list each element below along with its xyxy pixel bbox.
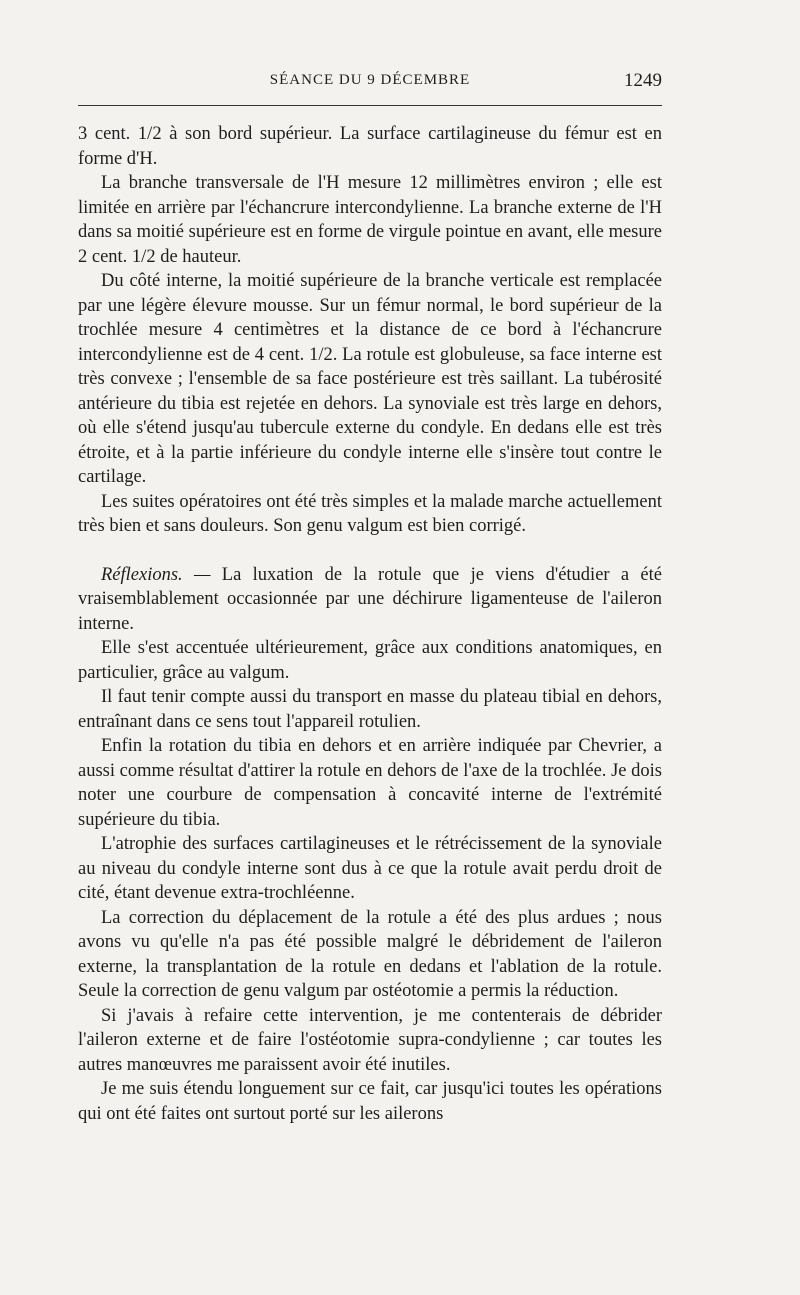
paragraph: Je me suis étendu longuement sur ce fait, car jusqu'ici toutes les opérations qui ont été faites ont surtout porté sur les ailerons xyxy=(78,1079,662,1124)
paragraph: Enfin la rotation du tibia en dehors et en arrière indiquée par Chevrier, a aussi comme résultat d'attirer la rotule en dehors de l'axe de la trochlée. Je dois noter une courbure de compensation à concavité interne de l'extrémité supérieure du tibia. xyxy=(78,736,662,830)
paragraph: L'atrophie des surfaces cartilagineuses et le rétrécissement de la synoviale au niveau du condyle interne sont dus à ce que la rotule avait perdu droit de cité, étant devenue extra-trochléenne. xyxy=(78,834,662,903)
paragraph: 3 cent. 1/2 à son bord supérieur. La surface cartilagineuse du fémur est en forme d'H. xyxy=(78,124,662,169)
reflexions-text: La luxation de la rotule que je viens d'étudier a été vraisemblablement occasionnée par une déchirure ligamenteuse de l'aileron interne. xyxy=(78,564,662,634)
paragraph: La branche transversale de l'H mesure 12 millimètres environ ; elle est limitée en arrière par l'échancrure intercondylienne. La branche externe de l'H dans sa moitié supérieure est en forme de virgule pointue en avant, elle mesure 2 cent. 1/2 de hauteur. xyxy=(78,173,662,267)
paragraph: Les suites opératoires ont été très simples et la malade marche actuellement très bien et sans douleurs. Son genu valgum est bien corrigé. xyxy=(78,491,662,536)
page-number: 1249 xyxy=(624,70,662,91)
running-header xyxy=(78,70,662,98)
reflexions-paragraph xyxy=(78,563,662,637)
paragraph: Si j'avais à refaire cette intervention, je me contenterais de débrider l'aileron externe et de faire l'ostéotomie supra-condylienne ; car toutes les autres manœuvres me paraissent avoir été inutiles. xyxy=(78,1005,662,1075)
paragraph: Du côté interne, la moitié supérieure de la branche verticale est remplacée par une légère élevure mousse. Sur un fémur normal, le bord supérieur de la trochlée mesure 4 centimètres et la distance de ce bord à l'échancrure intercondylienne est de 4 cent. 1/2. La rotule est globuleuse, sa face interne est très convexe ; l'ensemble de sa face postérieure est très saillant. La tubérosité antérieure du tibia est rejetée en dehors. La synoviale est très large en dehors, où elle s'étend jusqu'au tubercule externe du condyle. En dedans elle est très étroite, et à la partie inférieure du condyle interne elle s'insère tout contre le cartilage. xyxy=(78,271,662,487)
header-rule xyxy=(78,105,662,106)
reflexions-lead: Réflexions. — xyxy=(101,564,211,585)
paragraph: La correction du déplacement de la rotule a été des plus ardues ; nous avons vu qu'elle n'a pas été possible malgré le débridement de l'aileron externe, la transplantation de la rotule en dedans et l'ablation de la rotule. Seule la correction de genu valgum par ostéotomie a permis la réduction. xyxy=(78,907,662,1001)
header-title: SÉANCE DU 9 DÉCEMBRE xyxy=(269,72,471,88)
body-text xyxy=(78,122,662,1126)
paragraph: Il faut tenir compte aussi du transport en masse du plateau tibial en dehors, entraînant dans ce sens tout l'appareil rotulien. xyxy=(78,687,662,732)
paragraph: Elle s'est accentuée ultérieurement, grâce aux conditions anatomiques, en particulier, grâce au valgum. xyxy=(78,638,662,683)
